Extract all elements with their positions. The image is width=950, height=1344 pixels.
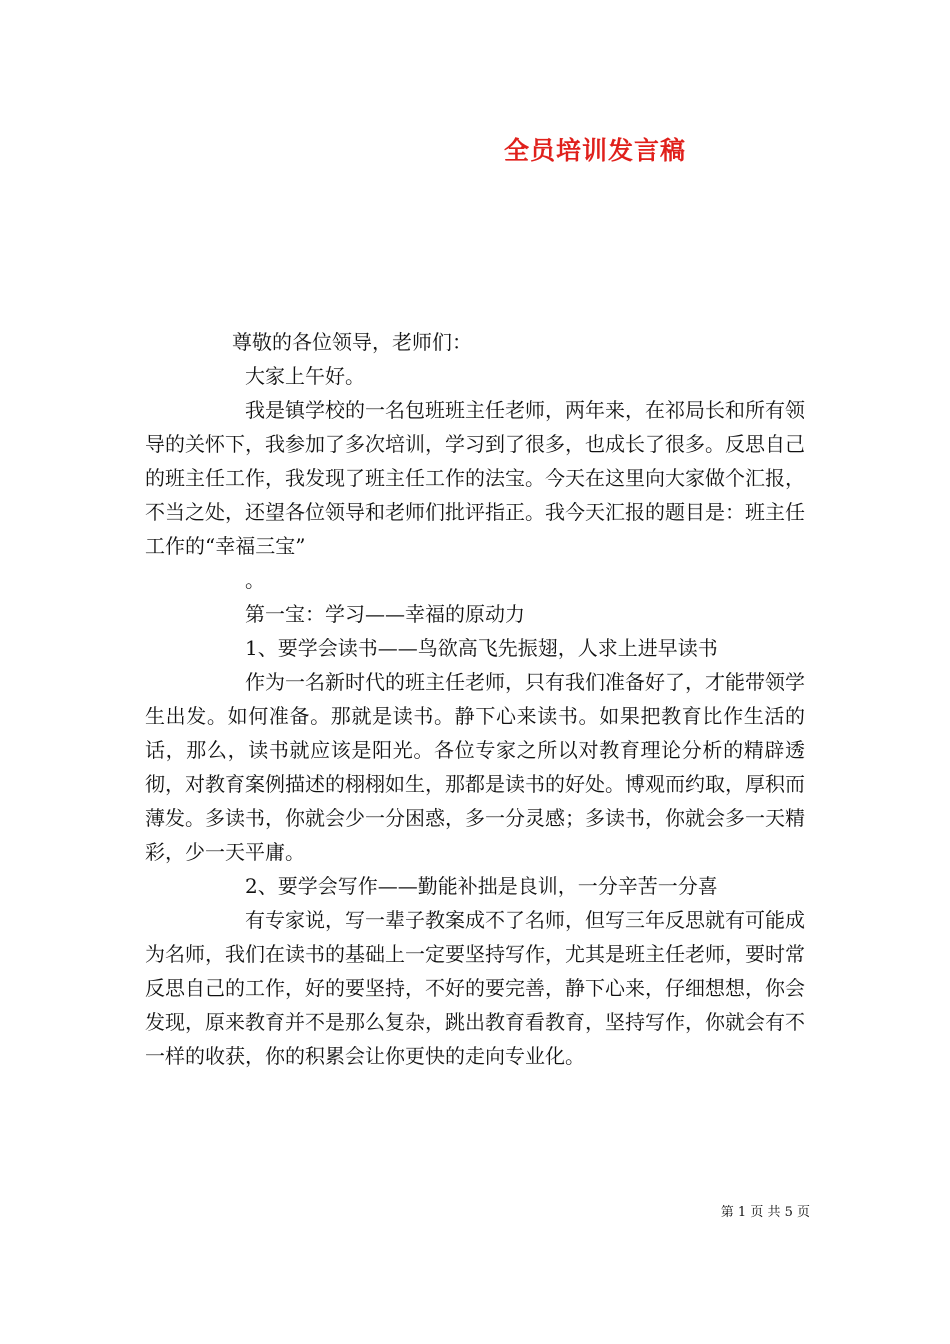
document-body [145, 325, 805, 1073]
subheading-reading: 1、要学会读书——鸟欲高飞先振翅，人求上进早读书 [245, 636, 718, 660]
page-number-footer: 第 1 页 共 5 页 [720, 1205, 810, 1220]
paragraph-reading: 作为一名新时代的班主任老师，只有我们准备好了，才能带领学生出发。如何准备。那就是读书。静下心来读书。如果把教育比作生活的话，那么，读书就应该是阳光。各位专家之所以对教育理论分析的精辟透彻，对教育案例描述的栩栩如生，那都是读书的好处。博观而约取，厚积而薄发。多读书，你就会少一分困惑，多一分灵感；多读书，你就会多一天精彩，少一天平庸。 [145, 670, 805, 864]
paragraph-writing: 有专家说，写一辈子教案成不了名师，但写三年反思就有可能成为名师，我们在读书的基础上一定要坚持写作，尤其是班主任老师，要时常反思自己的工作，好的要坚持，不好的要完善，静下心来，仔细想想，你会发现，原来教育并不是那么复杂，跳出教育看教育，坚持写作，你就会有不一样的收获，你的积累会让你更快的走向专业化。 [145, 908, 805, 1068]
page-title: 全员培训发言稿 [503, 136, 686, 165]
salutation: 尊敬的各位领导，老师们： [232, 330, 472, 354]
subheading-writing: 2、要学会写作——勤能补拙是良训，一分辛苦一分喜 [245, 874, 718, 898]
greeting: 大家上午好。 [245, 364, 365, 388]
paragraph-period: 。 [245, 568, 265, 592]
paragraph-intro: 我是镇学校的一名包班班主任老师，两年来，在祁局长和所有领导的关怀下，我参加了多次培训，学习到了很多，也成长了很多。反思自己的班主任工作，我发现了班主任工作的法宝。今天在这里向大家做个汇报，不当之处，还望各位领导和老师们批评指正。我今天汇报的题目是：班主任工作的“幸福三宝” [145, 398, 805, 558]
section-heading-first-treasure: 第一宝：学习——幸福的原动力 [245, 602, 525, 626]
